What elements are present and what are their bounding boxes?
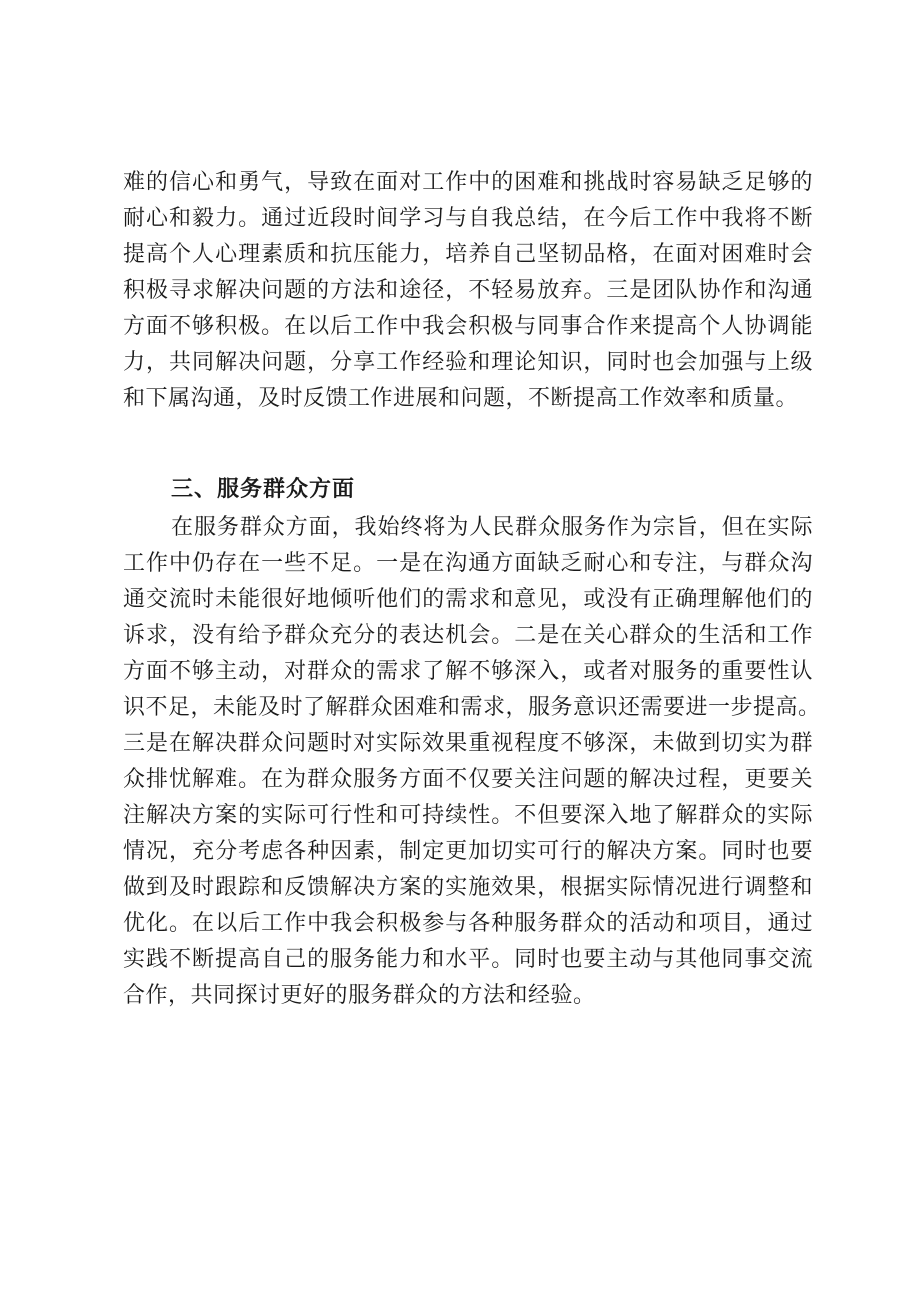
paragraph-line: 方面不够主动，对群众的需求了解不够深入，或者对服务的重要性认 xyxy=(123,659,813,684)
paragraph-line: 工作中仍存在一些不足。一是在沟通方面缺乏耐心和专注，与群众沟 xyxy=(123,551,813,576)
paragraph-line: 方面不够积极。在以后工作中我会积极与同事合作来提高个人协调能 xyxy=(123,314,813,339)
paragraph-line: 提高个人心理素质和抗压能力，培养自己坚韧品格，在面对困难时会 xyxy=(123,242,813,267)
paragraph-serving-the-public xyxy=(123,510,821,1014)
paragraph-line: 力，共同解决问题，分享工作经验和理论知识，同时也会加强与上级 xyxy=(123,350,813,375)
paragraph-line: 耐心和毅力。通过近段时间学习与自我总结，在今后工作中我将不断 xyxy=(123,206,813,231)
paragraph-line: 众排忧解难。在为群众服务方面不仅要关注问题的解决过程，更要关 xyxy=(123,767,813,792)
paragraph-line: 做到及时跟踪和反馈解决方案的实施效果，根据实际情况进行调整和 xyxy=(123,875,813,900)
paragraph-line: 优化。在以后工作中我会积极参与各种服务群众的活动和项目，通过 xyxy=(123,911,813,936)
paragraph-line: 识不足，未能及时了解群众困难和需求，服务意识还需要进一步提高。 xyxy=(123,695,821,720)
paragraph-line: 注解决方案的实际可行性和可持续性。不但要深入地了解群众的实际 xyxy=(123,803,813,828)
paragraph-line: 三是在解决群众问题时对实际效果重视程度不够深，未做到切实为群 xyxy=(123,731,813,756)
paragraph-line: 实践不断提高自己的服务能力和水平。同时也要主动与其他同事交流 xyxy=(123,947,813,972)
paragraph-line: 积极寻求解决问题的方法和途径，不轻易放弃。三是团队协作和沟通 xyxy=(123,278,813,303)
paragraph-line: 难的信心和勇气，导致在面对工作中的困难和挑战时容易缺乏足够的 xyxy=(123,170,813,195)
paragraph-line: 情况，充分考虑各种因素，制定更加切实可行的解决方案。同时也要 xyxy=(123,839,813,864)
paragraph-line: 诉求，没有给予群众充分的表达机会。二是在关心群众的生活和工作 xyxy=(123,623,813,648)
section-heading: 三、服务群众方面 xyxy=(171,477,356,502)
paragraph-line: 通交流时未能很好地倾听他们的需求和意见，或没有正确理解他们的 xyxy=(123,587,813,612)
paragraph-teamwork-continuation xyxy=(123,165,813,417)
paragraph-line: 和下属沟通，及时反馈工作进展和问题，不断提高工作效率和质量。 xyxy=(123,386,799,411)
paragraph-line: 合作，共同探讨更好的服务群众的方法和经验。 xyxy=(123,983,596,1008)
paragraph-line: 在服务群众方面，我始终将为人民群众服务作为宗旨，但在实际 xyxy=(171,515,813,540)
